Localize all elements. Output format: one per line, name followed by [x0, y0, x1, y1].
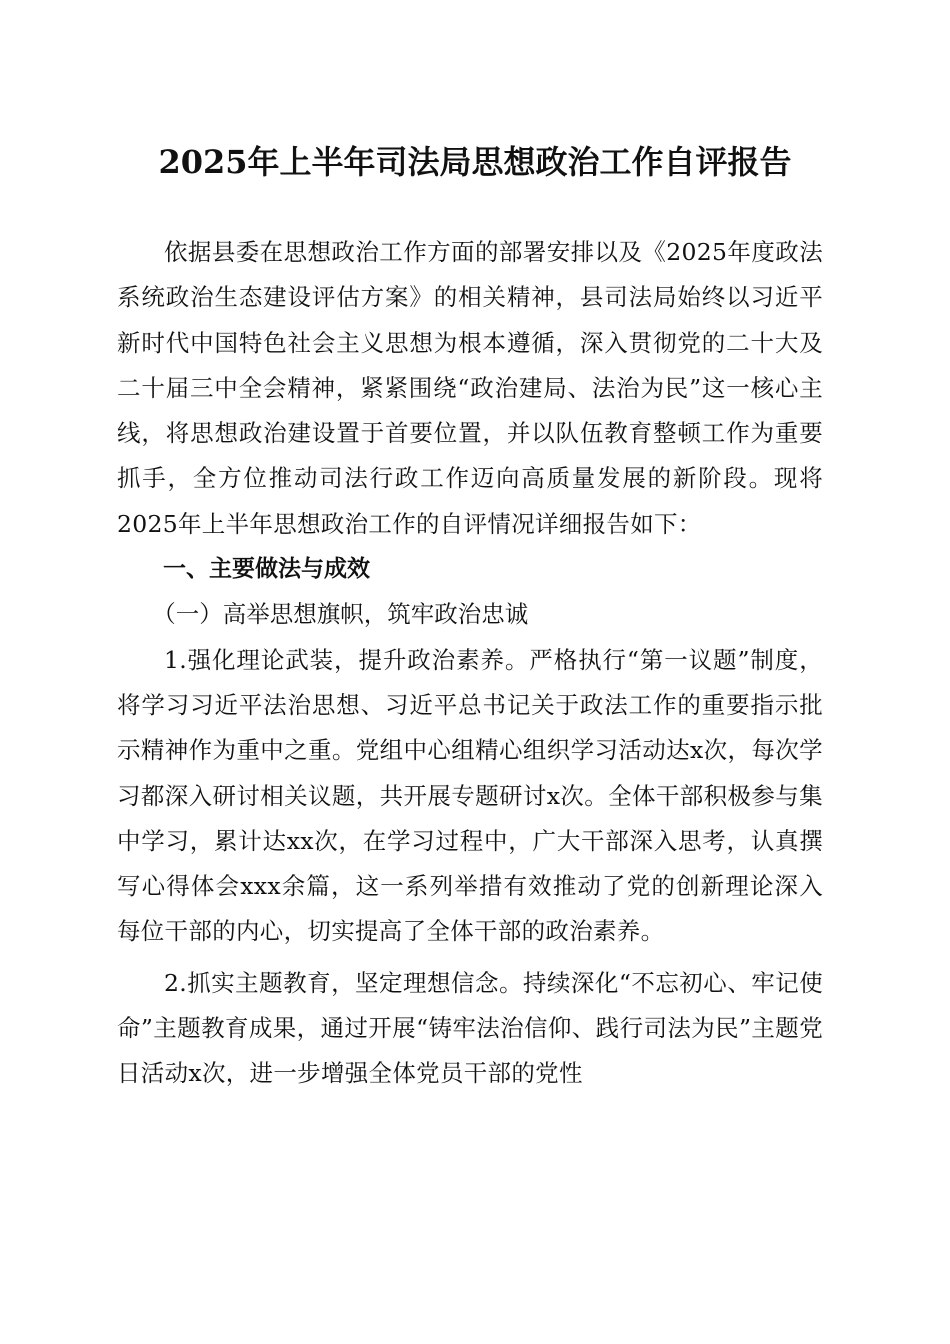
document-title: 2025年上半年司法局思想政治工作自评报告 — [158, 143, 792, 181]
document-body — [117, 230, 823, 1097]
subsection-heading-ideology: （一）高举思想旗帜，筑牢政治忠诚 — [152, 600, 529, 629]
intro-paragraph: 依据县委在思想政治工作方面的部署安排以及《2025年度政法系统政治生态建设评估方案》的相关精神，县司法局始终以习近平新时代中国特色社会主义思想为根本遵循，深入贯彻党的二十大及二十届三中全会精神，紧紧围绕“政治建局、法治为民”这一核心主线，将思想政治建设置于首要位置，并以队伍教育整顿工作为重要抓手，全方位推动司法行政工作迈向高质量发展的新阶段。现将2025年上半年思想政治工作的自评情况详细报告如下： — [117, 238, 823, 538]
section-heading-main-practices: 一、主要做法与成效 — [163, 556, 370, 583]
item-paragraph-theme-education: 2.抓实主题教育，坚定理想信念。持续深化“不忘初心、牢记使命”主题教育成果，通过开展“铸牢法治信仰、践行司法为民”主题党日活动x次，进一步增强全体党员干部的党性 — [117, 968, 823, 1088]
item-paragraph-theory: 1.强化理论武装，提升政治素养。严格执行“第一议题”制度，将学习习近平法治思想、习近平总书记关于政法工作的重要指示批示精神作为重中之重。党组中心组精心组织学习活动达x次，每次学习都深入研讨相关议题，共开展专题研讨x次。全体干部积极参与集中学习，累计达xx次，在学习过程中，广大干部深入思考，认真撰写心得体会xxx余篇，这一系列举措有效推动了党的创新理论深入每位干部的内心，切实提高了全体干部的政治素养。 — [117, 645, 823, 946]
